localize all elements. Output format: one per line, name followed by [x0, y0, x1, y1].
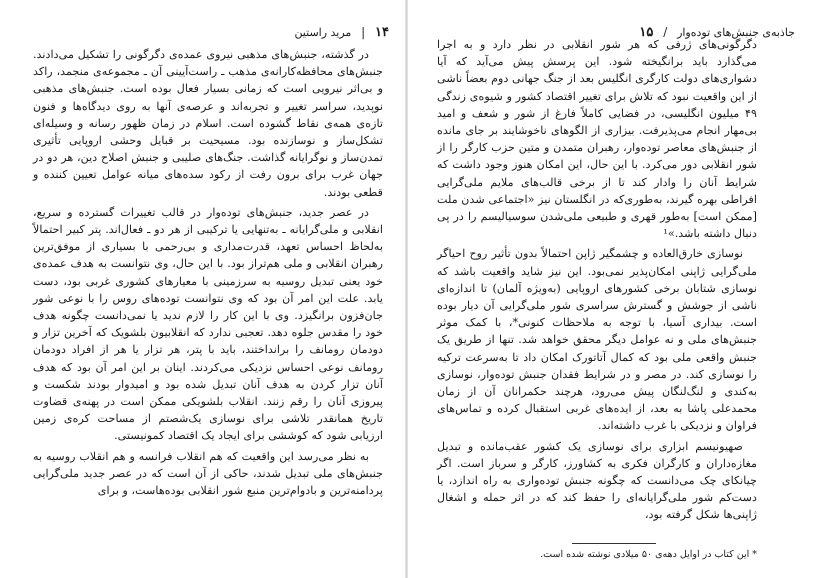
right-page-body [437, 36, 757, 527]
right-paragraph-1: دگرگونی‌های ژرفی که هر شور انقلابی در نظر دارد و به اجرا می‌گذارد باید برانگیخته شود. این پرسش پیش می‌آید که آیا دشواری‌های دولت کارگری انگلیس بعد از جنگ جهانی دوم بعضاً ناشی از این واقعیت نبود که تلاش برای تغییر اقتصاد کشور و شیوه‌ی زندگی ۴۹ میلیون انگلیسی، در فضایی کاملاً فارغ از شور و شعف و امید بی‌مهار انجام می‌پذیرفت. بیزاری از الگوهای ناخوشایند بر جای مانده از جنبش‌های معاصر توده‌وار، رهبران متمدن و متین حزب کارگر را از شور انقلابی دور می‌کرد. با این حال، این امکان هنوز وجود داشت که شرایط آنان را وادار کند تا از برخی قالب‌های ملایم ملی‌گرایی افراطی بهره گیرند، به‌طوری‌که در انگلستان نیز «اجتماعی شدن ملت [ممکن است] به‌طور قهری و طبیعی ملی‌شدن سوسیالیسم را در پی دنبال داشته باشد.»¹ [437, 38, 757, 241]
right-running-title: جاذبه‌ی جنبش‌های توده‌وار [677, 26, 795, 39]
left-running-title: مرید راستین [294, 26, 352, 39]
right-page-number: ۱۵ [639, 25, 654, 40]
header-separator: | [361, 25, 366, 39]
header-separator: / [663, 25, 668, 39]
left-page-header [49, 24, 389, 41]
left-paragraph-2: در عصر جدید، جنبش‌های توده‌وار در قالب تغییرات گسترده و سریع، انقلابی و ملی‌گرایانه ـ به‌تنهایی یا ترکیبی از هر دو ـ فعال‌اند. پتر کبیر احتمالاً به‌لحاظ احساس تعهد، قدرت‌مداری و بی‌رحمی با بسیاری از موفق‌ترین رهبران انقلابی و ملی هم‌تراز بود. با این حال، وی نتوانست به هدف عمده‌ی خود یعنی تبدیل روسیه به سرزمینی با معیارهای کشوری غربی بود، دست یابد. علت این امر آن بود که وی نتوانست توده‌های روس را با نوعی شور جان‌فزون برانگیزد. وی با این کار را لازم ندید یا نمی‌دانست چگونه هدف خود را مقدس جلوه دهد. تعجبی ندارد که انقلابیون بلشویک که آخرین تزار و دودمان رومانف را برانداختند، باید با پتر، هر تزار یا هر از افراد دودمان رومانف نوعی احساس نزدیکی می‌کردند. اینان بر این امر آن بود که هدف آنان تزار کردن به هدف آنان تبدیل شده بود و امیدوار بودند شکست و پیروزی آنان را رقم زنند. انقلاب بلشویکی ممکن است در پهنه‌ی قضاوت تاریخ همانقدر تلاشی برای نوسازی یک‌شصتم از مساحت کره‌ی زمین ارزیابی شود که کوششی برای ایجاد یک اقتصاد کمونیستی. [33, 205, 383, 443]
right-page [407, 0, 813, 578]
left-page-body [33, 46, 383, 502]
footnote: * این کتاب در اوایل دهه‌ی ۵۰ میلادی نوشته شده است. [540, 549, 757, 560]
left-paragraph-1: در گذشته، جنبش‌های مذهبی نیروی عمده‌ی دگرگونی را تشکیل می‌دادند. جنبش‌های محافظه‌کارانه‌ی مذهب ـ راست‌آیینی آن ـ مجموعه‌ی منجمد، راکد و بی‌اثر نیرویی است که زمانی بسیار فعال بوده است. جنبش‌های مذهبی نوپدید، سراسر تغییر و تجربه‌اند و عرصه‌ی آنها به روی دیدگاه‌ها و فنون تازه‌ی همه‌ی نقاط گشوده است. اسلام در زمان ظهور رسانه و وسیله‌ای تشکل‌ساز و نوسازنده بود. مسیحیت بر قبایل وحشی اروپایی تأثیری تمدن‌ساز و نوگرایانه گذاشت. جنگ‌های صلیبی و جنبش اصلاح دین، هر دو در جهان غرب برای برون رفت از رکود سده‌های میانه عوامل تعیین کننده و قطعی بودند. [33, 48, 383, 199]
footnote-rule [572, 543, 656, 544]
left-paragraph-3: به نظر می‌رسد این واقعیت که هم انقلاب فرانسه و هم انقلاب روسیه به جنبش‌های ملی تبدیل شدند، حاکی از آن است که در عصر جدید ملی‌گرایی پردامنه‌ترین و بادوام‌ترین منبع شور انقلابی بوده‌هاست، و برای [33, 449, 383, 498]
right-paragraph-2: نوسازی خارق‌العاده و چشمگیر ژاپن احتمالاً بدون تأثیر روح احیاگر ملی‌گرایی ژاپنی امکان‌پذیر نمی‌بود. این نیز شاید واقعیت باشد که نوسازی شتابان برخی کشورهای اروپایی (به‌ویژه آلمان) تا اندازه‌ای ناشی از جوشش و گسترش سراسری شور ملی‌گرایی آن دیار بوده است. بیداری آسیا، با توجه به ملاحظات کنونی*، با کمک موثر جنبش‌های ملی و نه عوامل دیگر محقق خواهد شد. تنها از طریق یک جنبش واقعی ملی بود که کمال آتاتورک امکان داد تا به‌سرعت ترکیه را نوسازی کند. در مصر و در شرایط فقدان جنبش توده‌وار، نوسازی به‌کندی و لنگ‌لنگان پیش می‌رود، هرچند حکمرانان آن از زمان محمدعلی پاشا به بعد، از ایده‌های غربی استقبال کرده و تماس‌های فراوان و نزدیکی با غرب داشته‌اند. [437, 247, 757, 433]
left-page-number: ۱۴ [375, 25, 389, 40]
right-paragraph-3: صهیونیسم ابزاری برای نوسازی یک کشور عقب‌مانده و تبدیل مغازه‌داران و کارگران فکری به کشاورز، کارگر و سرباز است. اگر چیانکای چک می‌دانست که چگونه جنبش توده‌واری به راه اندازد، یا دست‌کم شور ملی‌گرایانه‌ای را حفظ کند که در اثر حمله و اشغال ژاپنی‌ها شکل گرفته بود، [437, 439, 757, 522]
